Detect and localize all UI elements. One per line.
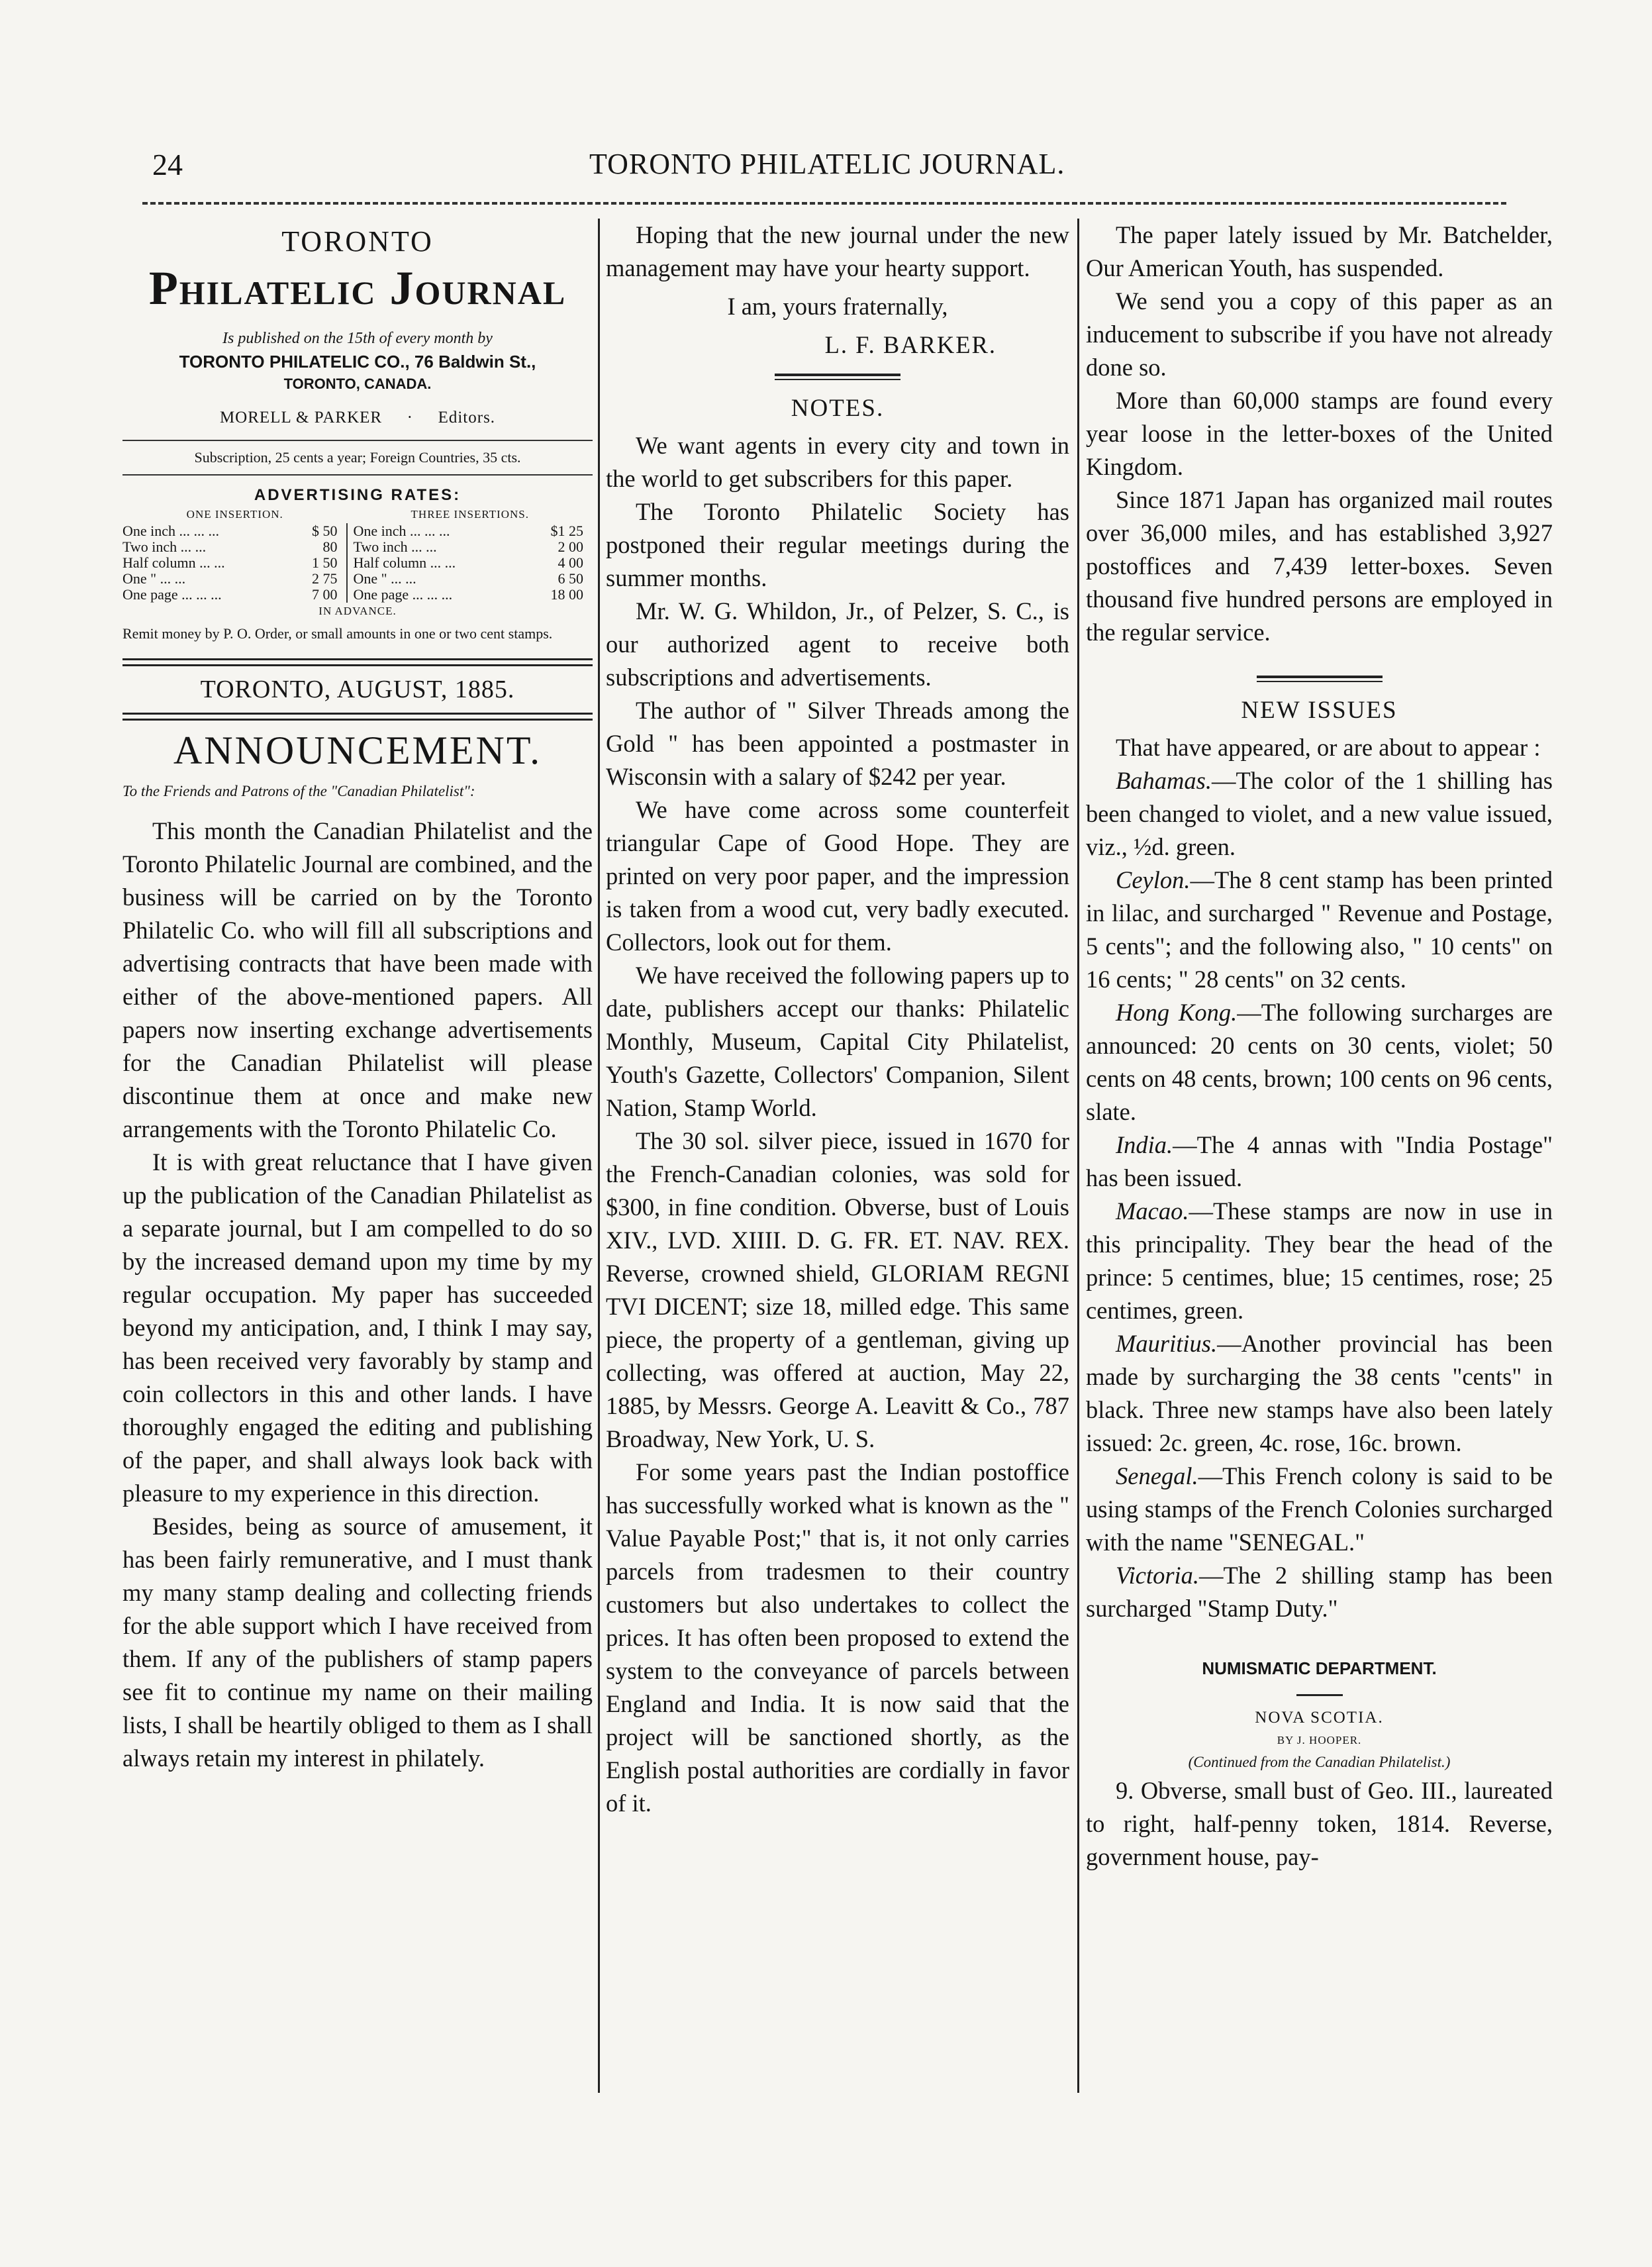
issue-country: Macao. <box>1116 1197 1189 1225</box>
rate-label: Two inch ... ... <box>122 538 207 555</box>
masthead-published: Is published on the 15th of every month by <box>222 330 493 347</box>
in-advance: IN ADVANCE. <box>318 605 397 617</box>
subscription-rule <box>122 474 593 476</box>
issue-text: —The color of the 1 shilling has been changed to violet, and a new value issued, viz., ½d. green. <box>1086 767 1553 860</box>
issue-text: —Another provincial has been made by surcharging the 38 cents "cents" in black. Three new stamps have also been lately issued: 2c. green, 4c. rose, 16c. brown. <box>1086 1330 1553 1456</box>
numismatic-continued: (Continued from the Canadian Philatelist.) <box>1188 1754 1451 1770</box>
masthead-rule <box>122 440 593 441</box>
notes-paragraph: More than 60,000 stamps are found every year loose in the letter-boxes of the United Kingdom. <box>1086 387 1553 480</box>
section-rule <box>1257 676 1383 682</box>
rate-label: One page ... ... ... <box>347 587 524 603</box>
rate-value: 2 00 <box>558 538 583 555</box>
double-rule <box>122 658 593 666</box>
rate-label: One " ... ... <box>122 570 186 587</box>
issue-country: India. <box>1116 1131 1173 1158</box>
running-head <box>152 147 1238 193</box>
rate-value: 7 00 <box>311 586 338 603</box>
numismatic-title: NUMISMATIC DEPARTMENT. <box>1202 1658 1437 1678</box>
announcement-paragraph: Hoping that the new journal under the new management may have your hearty support. <box>606 221 1069 281</box>
notes-paragraph: Since 1871 Japan has organized mail routes over 36,000 miles, and has established 3,927 postoffices and 7,439 letter-boxes. Seven thousand five hundred persons are employed in the regular service. <box>1086 486 1553 646</box>
issue-item <box>1086 1327 1553 1460</box>
rate-value: $ 50 <box>311 523 338 539</box>
issue-text: —The 2 shilling stamp has been surcharged "Stamp Duty." <box>1086 1562 1553 1622</box>
issue-item <box>1086 996 1553 1129</box>
rate-label: One inch ... ... ... <box>347 523 524 539</box>
issue-country: Ceylon. <box>1116 866 1190 893</box>
rate-label: One page ... ... ... <box>122 586 222 603</box>
column-1 <box>122 219 593 1775</box>
one-insertion-header: ONE INSERTION. <box>186 508 283 521</box>
column-2 <box>606 219 1069 1820</box>
table-row <box>122 571 593 587</box>
masthead-toronto: TORONTO <box>281 225 434 258</box>
issue-item <box>1086 1129 1553 1195</box>
notes-title: NOTES. <box>791 395 885 422</box>
issue-text: —These stamps are now in use in this principality. They bear the head of the prince: 5 centimes, blue; 15 centimes, rose; 25 centimes, green. <box>1086 1197 1553 1324</box>
announcement-salutation: To the Friends and Patrons of the "Canadian Philatelist": <box>122 783 475 799</box>
issue-country: Victoria. <box>1116 1562 1200 1589</box>
rate-value: 18 00 <box>550 586 583 603</box>
numismatic-subtitle: NOVA SCOTIA. <box>1255 1709 1384 1727</box>
subscription-line: Subscription, 25 cents a year; Foreign Countries, 35 cts. <box>194 449 521 466</box>
rate-value: 6 50 <box>558 570 583 587</box>
rate-label: Half column ... ... <box>347 555 524 571</box>
table-row <box>122 523 593 539</box>
notes-paragraph: The paper lately issued by Mr. Batchelder, Our American Youth, has suspended. <box>1086 221 1553 281</box>
issue-text: —The 8 cent stamp has been printed in lilac, and surcharged " Revenue and Postage, 5 cents"; and the following also, " 10 cents" on 16 cents; " 28 cents" on 32 cents. <box>1086 866 1553 993</box>
rate-value: $1 25 <box>550 523 583 539</box>
announcement-paragraph: Besides, being as source of amusement, it has been fairly remunerative, and I must thank my many stamp dealing and collecting friends for the able support which I have received from them. If any of the publishers of stamp papers see fit to continue my name on their mailing lists, I shall be heartily obliged to them as I shall always retain my interest in philately. <box>122 1513 593 1772</box>
announcement-title: ANNOUNCEMENT. <box>173 729 542 772</box>
notes-paragraph: For some years past the Indian postoffice has successfully worked what is known as the " Value Payable Post;" that is, it not only carries parcels from tradesmen to their country customers but also undertakes to collect the prices. It has often been proposed to extend the system to the conveyance of parcels between England and India. It is now said that the project will be sanctioned shortly, as the English postal authorities are cordially in favor of it. <box>606 1458 1069 1817</box>
issue-country: Mauritius. <box>1116 1330 1218 1357</box>
announcement-paragraph: This month the Canadian Philatelist and the Toronto Philatelic Journal are combined, and the business will be carried on by the Toronto Philatelic Co. who will fill all subscriptions and advertising contracts that have been made with either of the above-mentioned papers. All papers now inserting exchange advertisements for the Canadian Philatelist will please discontinue them at once and make new arrangements with the Toronto Philatelic Co. <box>122 817 593 1142</box>
issue-text: —The following surcharges are announced: 20 cents on 30 cents, violet; 50 cents on 48 cents, brown; 100 cents on 96 cents, slate. <box>1086 999 1553 1125</box>
table-row <box>122 539 593 555</box>
notes-paragraph: The 30 sol. silver piece, issued in 1670 for the French-Canadian colonies, was sold for $300, in fine condition. Obverse, bust of Louis XIV., LVD. XIIII. D. G. FR. ET. NAV. REX. Reverse, crowned shield, GLORIAM REGNI TVI DICENT; size 18, milled edge. This same piece, the property of a gentleman, giving up collecting, was offered at auction, May 22, 1885, by Messrs. George A. Leavitt & Co., 787 Broadway, New York, U. S. <box>606 1127 1069 1452</box>
editors-names: MORELL & PARKER <box>219 409 383 427</box>
new-issues-intro: That have appeared, or are about to appear : <box>1116 734 1541 761</box>
section-rule <box>775 374 900 380</box>
rate-label: One " ... ... <box>347 571 524 587</box>
issue-country: Hong Kong. <box>1116 999 1238 1026</box>
numismatic-paragraph: 9. Obverse, small bust of Geo. III., laureated to right, half-penny token, 1814. Reverse, government house, pay- <box>1086 1777 1553 1870</box>
issue-text: —The 4 annas with "India Postage" has been issued. <box>1086 1131 1553 1191</box>
notes-paragraph: We want agents in every city and town in the world to get subscribers for this paper. <box>606 432 1069 492</box>
rate-value: 4 00 <box>558 554 583 571</box>
announcement-signature: L. F. BARKER. <box>824 331 996 358</box>
advertising-title: ADVERTISING RATES: <box>254 486 462 504</box>
editors-label: Editors. <box>438 409 496 427</box>
header-rule <box>142 202 1506 205</box>
numismatic-byline: BY J. HOOPER. <box>1277 1734 1362 1746</box>
notes-paragraph: We have received the following papers up to date, publishers accept our thanks: Philatelic Monthly, Museum, Capital City Philatelist, Youth's Gazette, Collectors' Companion, Silent Nation, Stamp World. <box>606 962 1069 1121</box>
masthead-publisher: TORONTO PHILATELIC CO., 76 Baldwin St., <box>179 352 536 372</box>
column-rule-1 <box>598 219 600 2093</box>
double-rule <box>122 713 593 721</box>
masthead-location: TORONTO, CANADA. <box>283 376 432 392</box>
column-rule-2 <box>1077 219 1079 2093</box>
table-row <box>122 555 593 571</box>
issue-item <box>1086 1195 1553 1327</box>
issue-item <box>1086 1559 1553 1625</box>
new-issues-title: NEW ISSUES <box>1241 697 1398 724</box>
notes-paragraph: We send you a copy of this paper as an inducement to subscribe if you have not already done so. <box>1086 287 1553 381</box>
table-row <box>122 587 593 603</box>
remit-note: Remit money by P. O. Order, or small amounts in one or two cent stamps. <box>122 625 553 642</box>
advertising-table <box>122 506 593 603</box>
rate-label: Two inch ... ... <box>347 539 524 555</box>
rate-value: 2 75 <box>311 570 338 587</box>
notes-paragraph: The Toronto Philatelic Society has postponed their regular meetings during the summer months. <box>606 498 1069 591</box>
notes-paragraph: Mr. W. G. Whildon, Jr., of Pelzer, S. C., is our authorized agent to receive both subscriptions and advertisements. <box>606 597 1069 691</box>
rate-value: 1 50 <box>311 554 338 571</box>
dateline: TORONTO, AUGUST, 1885. <box>200 676 515 703</box>
masthead-editors: MORELL & PARKER · Editors. <box>219 409 496 427</box>
rate-label: Half column ... ... <box>122 554 225 571</box>
three-insertions-header: THREE INSERTIONS. <box>411 508 529 521</box>
issue-country: Bahamas. <box>1116 767 1212 794</box>
masthead-title: Philatelic Journal <box>148 262 567 315</box>
page-number: 24 <box>152 148 183 181</box>
issue-item <box>1086 864 1553 996</box>
column-3 <box>1086 219 1553 1874</box>
notes-paragraph: The author of " Silver Threads among the Gold " has been appointed a postmaster in Wisconsin with a salary of $242 per year. <box>606 697 1069 790</box>
issue-country: Senegal. <box>1116 1462 1198 1489</box>
issue-text: —This French colony is said to be using stamps of the French Colonies surcharged with the name "SENEGAL." <box>1086 1462 1553 1556</box>
issue-item <box>1086 764 1553 864</box>
notes-paragraph: We have come across some counterfeit triangular Cape of Good Hope. They are printed on very poor paper, and the impression is taken from a wood cut, very badly executed. Collectors, look out for them. <box>606 796 1069 956</box>
issue-item <box>1086 1460 1553 1559</box>
running-journal-title: TORONTO PHILATELIC JOURNAL. <box>589 148 1065 180</box>
announcement-paragraph: It is with great reluctance that I have given up the publication of the Canadian Philatelist as a separate journal, but I am compelled to do so by the increased demand upon my time by my regular occupation. My paper has succeeded beyond my anticipation, and, I think I may say, has been received very favorably by stamp and coin collectors in this and other lands. I have thoroughly engaged the editing and publishing of the paper, and shall always look back with pleasure to my experience in this direction. <box>122 1148 593 1507</box>
rate-label: One inch ... ... ... <box>122 523 220 539</box>
numismatic-rule <box>1296 1694 1343 1696</box>
rate-value: 80 <box>322 538 338 555</box>
announcement-closing: I am, yours fraternally, <box>727 293 948 320</box>
